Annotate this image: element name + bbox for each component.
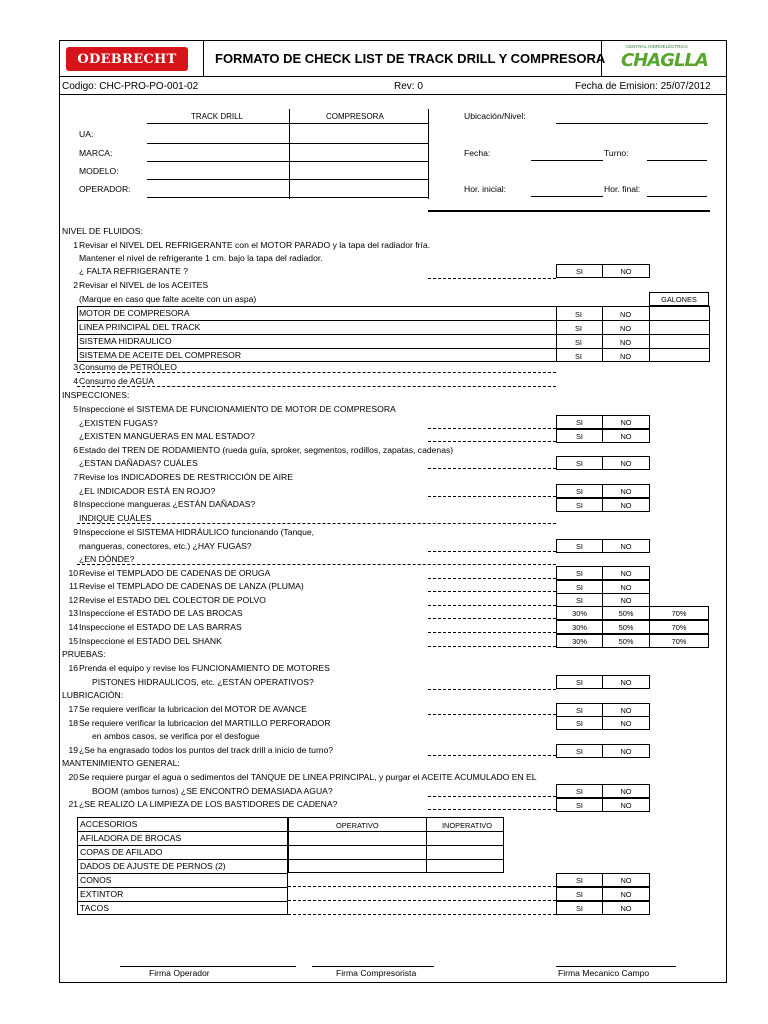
signature-operador: Firma Operador — [149, 968, 210, 978]
no-box[interactable]: NO — [602, 798, 650, 812]
hor-inicial-field[interactable] — [531, 196, 603, 197]
no-box[interactable]: NO — [602, 703, 650, 717]
si-box[interactable]: SI — [556, 456, 603, 470]
no-box[interactable]: NO — [602, 593, 650, 607]
marca-label: MARCA: — [79, 148, 113, 158]
answer-line[interactable] — [428, 468, 556, 469]
section-fluidos: NIVEL DE FLUIDOS: — [62, 226, 143, 236]
si-box[interactable]: SI — [556, 744, 603, 758]
inoperativo-header: INOPERATIVO — [442, 821, 492, 830]
answer-line[interactable] — [428, 618, 556, 619]
hor-final-label: Hor. final: — [604, 184, 641, 194]
signature-line-operador[interactable] — [120, 966, 296, 967]
section-lubricacion: LUBRICACIÓN: — [62, 690, 124, 700]
no-box[interactable]: NO — [602, 429, 650, 443]
p50-box[interactable]: 50% — [602, 606, 650, 620]
answer-line[interactable] — [428, 605, 556, 606]
si-box[interactable]: SI — [556, 703, 603, 717]
si-option[interactable]: SI — [575, 352, 582, 361]
answer-line[interactable] — [428, 578, 556, 579]
odebrecht-logo: ODEBRECHT — [66, 47, 188, 71]
no-option[interactable]: NO — [620, 338, 632, 347]
no-box[interactable]: NO — [602, 264, 650, 278]
si-box[interactable]: SI — [556, 675, 603, 689]
emission-date: Fecha de Emision: 25/07/2012 — [575, 81, 711, 92]
p70-box[interactable]: 70% — [649, 606, 709, 620]
no-box[interactable]: NO — [602, 873, 650, 887]
no-box[interactable]: NO — [602, 539, 650, 553]
si-option[interactable]: SI — [575, 324, 582, 333]
no-box[interactable]: NO — [602, 675, 650, 689]
fecha-label: Fecha: — [464, 148, 491, 158]
answer-line[interactable] — [77, 386, 556, 387]
p50-box[interactable]: 50% — [602, 634, 650, 648]
general-block-bottom — [428, 210, 710, 212]
answer-line[interactable] — [428, 796, 556, 797]
hor-inicial-label: Hor. inicial: — [464, 184, 507, 194]
answer-line[interactable] — [77, 564, 556, 565]
si-box[interactable]: SI — [556, 580, 603, 594]
si-box[interactable]: SI — [556, 784, 603, 798]
signature-line-mecanico[interactable] — [556, 966, 676, 967]
si-box[interactable]: SI — [556, 429, 603, 443]
answer-line[interactable] — [428, 714, 556, 715]
ubicacion-field[interactable] — [556, 123, 708, 124]
si-box[interactable]: SI — [556, 716, 603, 730]
section-inspecciones: INSPECCIONES: — [62, 390, 130, 400]
no-box[interactable]: NO — [602, 484, 650, 498]
answer-line[interactable] — [428, 441, 556, 442]
no-box[interactable]: NO — [602, 887, 650, 901]
chaglla-logo-subtitle: CENTRAL HIDROELÉCTRICA — [626, 44, 688, 49]
code-row-bottom-line — [59, 94, 727, 95]
turno-field[interactable] — [647, 160, 707, 161]
answer-line[interactable] — [428, 428, 556, 429]
p50-box[interactable]: 50% — [602, 620, 650, 634]
section-pruebas: PRUEBAS: — [62, 649, 106, 659]
answer-line[interactable] — [288, 914, 556, 915]
signature-line-compresorista[interactable] — [312, 966, 434, 967]
galones-header: GALONES — [649, 292, 709, 306]
answer-line[interactable] — [428, 809, 556, 810]
no-box[interactable]: NO — [602, 784, 650, 798]
ua-label: UA: — [79, 129, 94, 139]
col-compresora: COMPRESORA — [326, 112, 384, 121]
hor-final-field[interactable] — [647, 196, 707, 197]
document-revision: Rev: 0 — [394, 81, 423, 92]
si-box[interactable]: SI — [556, 498, 603, 512]
section-mantenimiento: MANTENIMIENTO GENERAL: — [62, 758, 180, 768]
si-box[interactable]: SI — [556, 415, 603, 429]
answer-line[interactable] — [428, 278, 556, 279]
si-box[interactable]: SI — [556, 798, 603, 812]
no-box[interactable]: NO — [602, 415, 650, 429]
no-option[interactable]: NO — [620, 352, 632, 361]
answer-line[interactable] — [428, 632, 556, 633]
header-divider — [203, 40, 204, 76]
answer-line[interactable] — [428, 496, 556, 497]
answer-line[interactable] — [428, 551, 556, 552]
p70-box[interactable]: 70% — [649, 620, 709, 634]
answer-line[interactable] — [77, 523, 556, 524]
p70-box[interactable]: 70% — [649, 634, 709, 648]
document-code: Codigo: CHC-PRO-PO-001-02 — [62, 81, 199, 92]
operativo-header: OPERATIVO — [336, 821, 379, 830]
no-option[interactable]: NO — [620, 324, 632, 333]
accesorios-title: ACCESORIOS — [80, 819, 138, 829]
page-title: FORMATO DE CHECK LIST DE TRACK DRILL Y COMPRESORA — [215, 51, 606, 66]
no-box[interactable]: NO — [602, 580, 650, 594]
turno-label: Turno: — [604, 148, 629, 158]
no-option[interactable]: NO — [620, 310, 632, 319]
answer-line[interactable] — [428, 591, 556, 592]
chaglla-logo: CHAGLLA — [621, 50, 708, 71]
answer-line[interactable] — [288, 900, 556, 901]
no-box[interactable]: NO — [602, 498, 650, 512]
p30-box[interactable]: 30% — [556, 620, 603, 634]
answer-line[interactable] — [428, 689, 556, 690]
no-box[interactable]: NO — [602, 716, 650, 730]
si-box[interactable]: SI — [556, 593, 603, 607]
signature-mecanico: Firma Mecanico Campo — [558, 968, 650, 978]
si-box[interactable]: SI — [556, 873, 603, 887]
answer-line[interactable] — [428, 755, 556, 756]
fecha-field[interactable] — [531, 160, 603, 161]
col-track-drill: TRACK DRILL — [191, 112, 244, 121]
p30-box[interactable]: 30% — [556, 634, 603, 648]
modelo-label: MODELO: — [79, 166, 119, 176]
no-box[interactable]: NO — [602, 744, 650, 758]
answer-line[interactable] — [77, 372, 556, 373]
no-box[interactable]: NO — [602, 566, 650, 580]
si-option[interactable]: SI — [575, 338, 582, 347]
no-box[interactable]: NO — [602, 901, 650, 915]
si-box[interactable]: SI — [556, 566, 603, 580]
signature-compresorista: Firma Compresorista — [336, 968, 417, 978]
si-box[interactable]: SI — [556, 264, 603, 278]
si-box[interactable]: SI — [556, 901, 603, 915]
p30-box[interactable]: 30% — [556, 606, 603, 620]
si-option[interactable]: SI — [575, 310, 582, 319]
si-box[interactable]: SI — [556, 887, 603, 901]
ubicacion-label: Ubicación/Nivel: — [464, 111, 526, 121]
si-box[interactable]: SI — [556, 484, 603, 498]
answer-line[interactable] — [288, 886, 556, 887]
operador-label: OPERADOR: — [79, 184, 131, 194]
header-bottom-line — [59, 76, 727, 77]
no-box[interactable]: NO — [602, 456, 650, 470]
si-box[interactable]: SI — [556, 539, 603, 553]
answer-line[interactable] — [428, 646, 556, 647]
